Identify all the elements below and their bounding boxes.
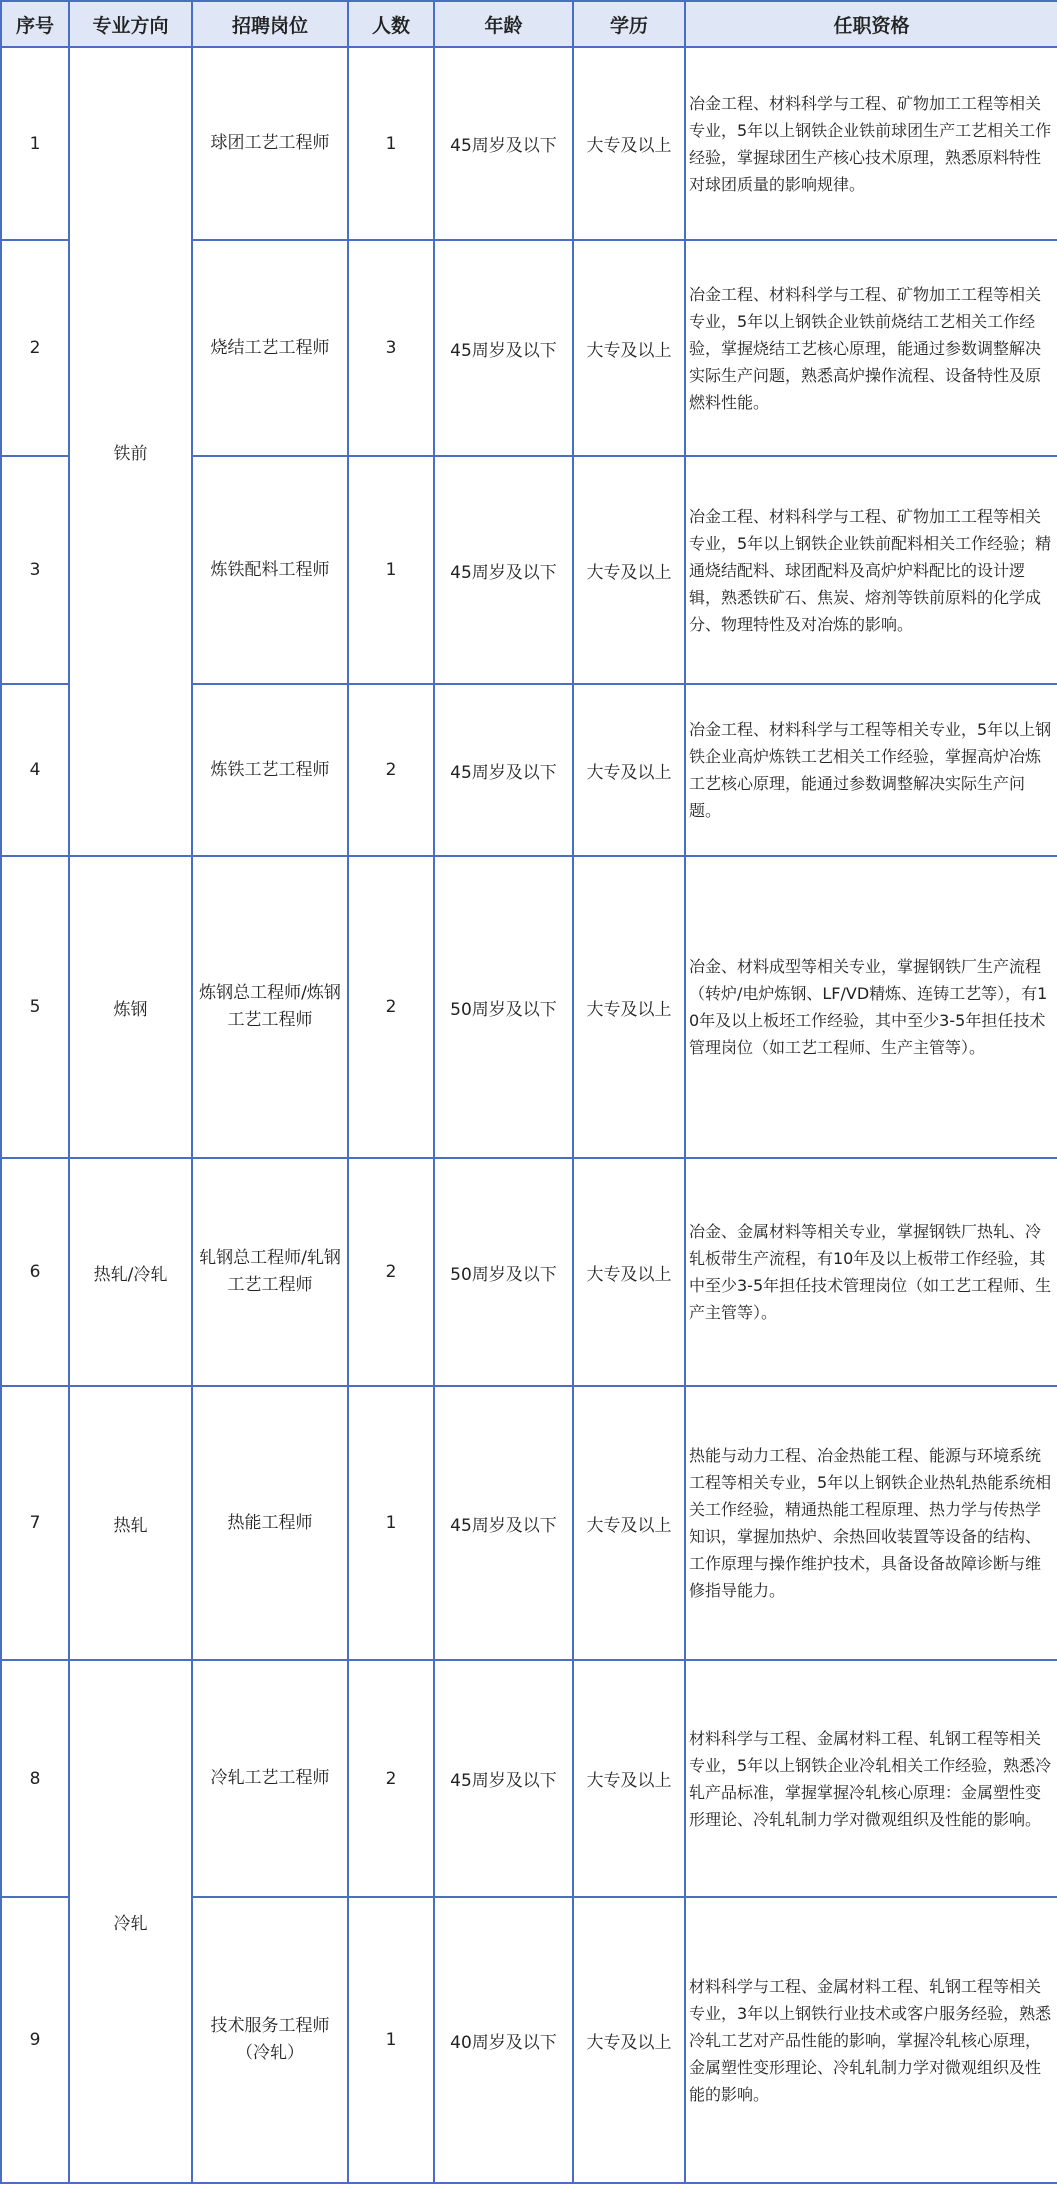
cell-count: 2	[348, 1660, 434, 1897]
table-row	[1, 1158, 1057, 1386]
cell-requirements: 冶金工程、材料科学与工程、矿物加工工程等相关专业，5年以上钢铁企业铁前配料相关工作经验；精通烧结配料、球团配料及高炉炉料配比的设计逻辑，熟悉铁矿石、焦炭、熔剂等铁前原料的化学成分、物理特性及对冶炼的影响。	[685, 456, 1057, 684]
table-row	[1, 856, 1057, 1158]
cell-count: 2	[348, 856, 434, 1158]
table-row	[1, 1386, 1057, 1660]
cell-requirements: 冶金工程、材料科学与工程、矿物加工工程等相关专业，5年以上钢铁企业铁前球团生产工艺相关工作经验，掌握球团生产核心技术原理，熟悉原料特性对球团质量的影响规律。	[685, 47, 1057, 240]
cell-position: 热能工程师	[192, 1386, 348, 1660]
cell-seq: 6	[1, 1158, 69, 1386]
cell-position: 球团工艺工程师	[192, 47, 348, 240]
cell-age: 45周岁及以下	[434, 1660, 573, 1897]
cell-position: 烧结工艺工程师	[192, 240, 348, 456]
cell-age: 45周岁及以下	[434, 47, 573, 240]
cell-count: 1	[348, 47, 434, 240]
cell-requirements: 冶金、金属材料等相关专业，掌握钢铁厂热轧、冷轧板带生产流程，有10年及以上板带工作经验，其中至少3-5年担任技术管理岗位（如工艺工程师、生产主管等）。	[685, 1158, 1057, 1386]
cell-requirements: 材料科学与工程、金属材料工程、轧钢工程等相关专业，5年以上钢铁企业冷轧相关工作经验，熟悉冷轧产品标准，掌握掌握冷轧核心原理：金属塑性变形理论、冷轧轧制力学对微观组织及性能的影响。	[685, 1660, 1057, 1897]
header-direction: 专业方向	[69, 1, 192, 47]
header-count: 人数	[348, 1, 434, 47]
cell-position: 冷轧工艺工程师	[192, 1660, 348, 1897]
cell-education: 大专及以上	[573, 856, 685, 1158]
cell-requirements: 冶金工程、材料科学与工程等相关专业，5年以上钢铁企业高炉炼铁工艺相关工作经验，掌握高炉冶炼工艺核心原理，能通过参数调整解决实际生产问题。	[685, 684, 1057, 856]
cell-count: 1	[348, 1897, 434, 2183]
cell-count: 2	[348, 1158, 434, 1386]
header-requirements: 任职资格	[685, 1, 1057, 47]
cell-age: 45周岁及以下	[434, 456, 573, 684]
cell-seq: 8	[1, 1660, 69, 1897]
group-rezha: 热轧	[69, 1386, 192, 1660]
cell-education: 大专及以上	[573, 1660, 685, 1897]
cell-count: 1	[348, 456, 434, 684]
group-tieqian: 铁前	[69, 47, 192, 856]
cell-education: 大专及以上	[573, 47, 685, 240]
cell-seq: 9	[1, 1897, 69, 2183]
cell-position: 轧钢总工程师/轧钢工艺工程师	[192, 1158, 348, 1386]
group-rezha-lengzha: 热轧/冷轧	[69, 1158, 192, 1386]
cell-position: 炼铁工艺工程师	[192, 684, 348, 856]
cell-requirements: 材料科学与工程、金属材料工程、轧钢工程等相关专业，3年以上钢铁行业技术或客户服务经验，熟悉冷轧工艺对产品性能的影响，掌握冷轧核心原理，金属塑性变形理论、冷轧轧制力学对微观组织及性能的影响。	[685, 1897, 1057, 2183]
cell-requirements: 热能与动力工程、冶金热能工程、能源与环境系统工程等相关专业，5年以上钢铁企业热轧热能系统相关工作经验，精通热能工程原理、热力学与传热学知识，掌握加热炉、余热回收装置等设备的结构、工作原理与操作维护技术，具备设备故障诊断与维修指导能力。	[685, 1386, 1057, 1660]
cell-education: 大专及以上	[573, 1158, 685, 1386]
table-row	[1, 47, 1057, 240]
cell-position: 技术服务工程师（冷轧）	[192, 1897, 348, 2183]
cell-seq: 3	[1, 456, 69, 684]
cell-age: 50周岁及以下	[434, 1158, 573, 1386]
header-age: 年龄	[434, 1, 573, 47]
cell-seq: 1	[1, 47, 69, 240]
group-lengzha: 冷轧	[69, 1660, 192, 2183]
cell-seq: 5	[1, 856, 69, 1158]
cell-age: 45周岁及以下	[434, 684, 573, 856]
header-position: 招聘岗位	[192, 1, 348, 47]
cell-count: 3	[348, 240, 434, 456]
cell-count: 1	[348, 1386, 434, 1660]
cell-position: 炼钢总工程师/炼钢工艺工程师	[192, 856, 348, 1158]
cell-seq: 7	[1, 1386, 69, 1660]
header-seq: 序号	[1, 1, 69, 47]
cell-age: 45周岁及以下	[434, 240, 573, 456]
cell-age: 40周岁及以下	[434, 1897, 573, 2183]
cell-requirements: 冶金工程、材料科学与工程、矿物加工工程等相关专业，5年以上钢铁企业铁前烧结工艺相关工作经验，掌握烧结工艺核心原理，能通过参数调整解决实际生产问题，熟悉高炉操作流程、设备特性及原燃料性能。	[685, 240, 1057, 456]
cell-education: 大专及以上	[573, 1897, 685, 2183]
cell-count: 2	[348, 684, 434, 856]
cell-education: 大专及以上	[573, 456, 685, 684]
cell-position: 炼铁配料工程师	[192, 456, 348, 684]
cell-age: 50周岁及以下	[434, 856, 573, 1158]
cell-seq: 4	[1, 684, 69, 856]
header-education: 学历	[573, 1, 685, 47]
header-row	[1, 1, 1057, 47]
group-liangang: 炼钢	[69, 856, 192, 1158]
cell-age: 45周岁及以下	[434, 1386, 573, 1660]
table-row	[1, 1660, 1057, 1897]
cell-education: 大专及以上	[573, 1386, 685, 1660]
cell-seq: 2	[1, 240, 69, 456]
cell-requirements: 冶金、材料成型等相关专业，掌握钢铁厂生产流程（转炉/电炉炼钢、LF/VD精炼、连铸工艺等），有10年及以上板坯工作经验，其中至少3-5年担任技术管理岗位（如工艺工程师、生产主管等）。	[685, 856, 1057, 1158]
cell-education: 大专及以上	[573, 240, 685, 456]
cell-education: 大专及以上	[573, 684, 685, 856]
